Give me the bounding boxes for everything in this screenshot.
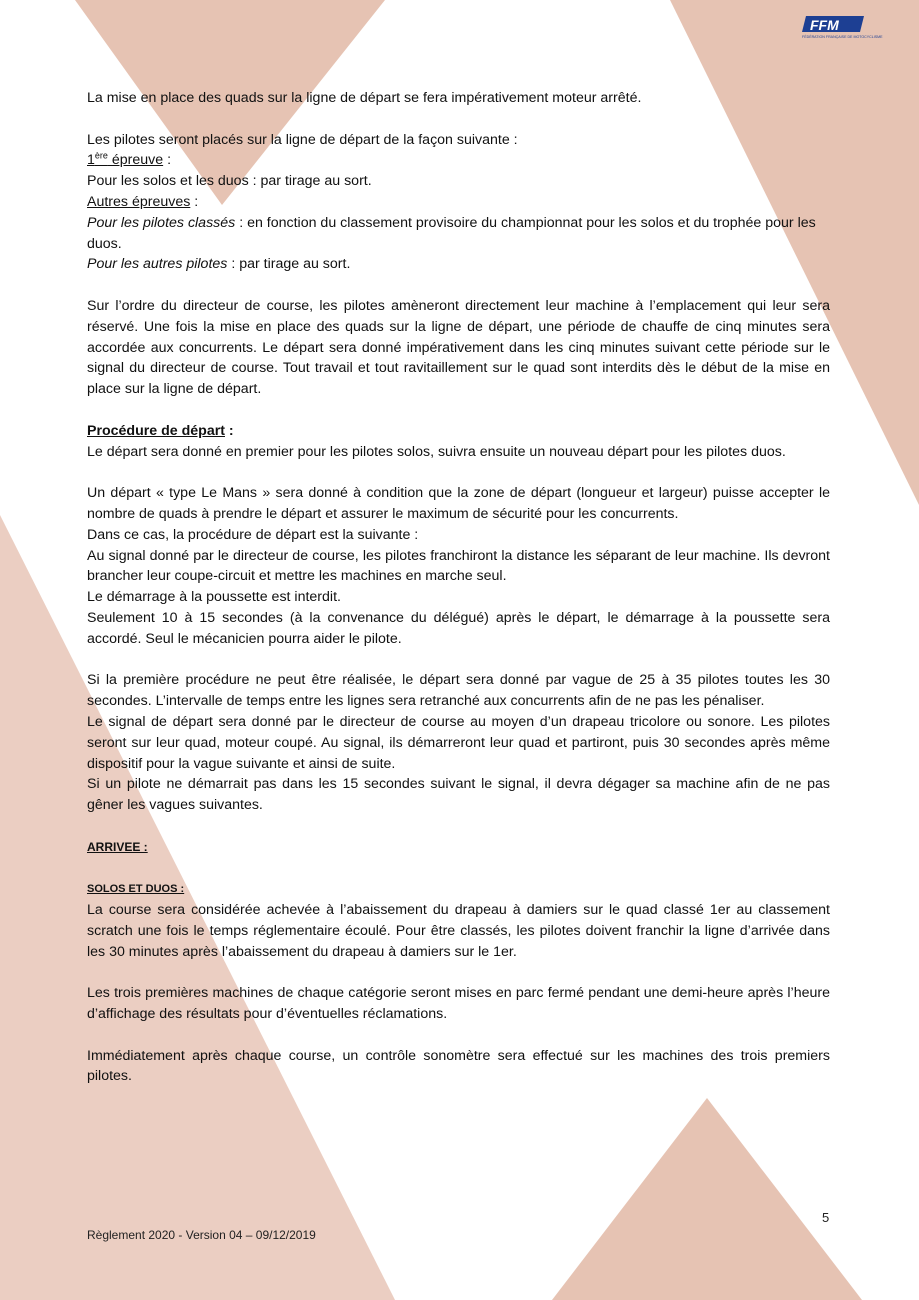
paragraph-placement-intro: Les pilotes seront placés sur la ligne de départ de la façon suivante : (87, 131, 518, 148)
paragraph-finish: La course sera considérée achevée à l’abaissement du drapeau à damiers sur le quad classé 1er au classement scratch une fois le temps réglementaire écoulé. Pour être classés, les pilotes doivent franchir la ligne d’arrivée dans les 30 minutes après l’abaissement du drapeau à damiers sur le 1er. (87, 902, 830, 960)
paragraph-quad-placement: La mise en place des quads sur la ligne de départ se fera impérativement moteur arrêté. (87, 90, 642, 106)
paragraph-race-director-order: Sur l’ordre du directeur de course, les pilotes amèneront directement leur machine à l’emplacement qui leur sera réservé. Une fois la mise en place des quads sur la ligne de départ, une période de chauffe de cinq minutes sera accordée aux concurrents. Le départ sera donné impérativement dans les cinq minutes suivant cette période sur le signal du directeur de course. Tout travail et tout ravitaillement sur le quad sont interdits dès le début de la mise en place sur la ligne de départ. (87, 297, 830, 398)
logo-subtext: FÉDÉRATION FRANÇAISE DE MOTOCYCLISME (802, 35, 883, 39)
logo-text: FFM (810, 17, 839, 33)
bottom-right-triangle (552, 1098, 862, 1300)
paragraph-sound-check: Immédiatement après chaque course, un contrôle sonomètre sera effectué sur les machines des trois premiers pilotes. (87, 1047, 830, 1085)
footer-version: Règlement 2020 - Version 04 – 09/12/2019 (87, 1228, 316, 1242)
first-event-heading: 1ère épreuve : (87, 150, 172, 169)
first-event-label: 1ère épreuve (87, 150, 164, 169)
ffm-logo-icon (798, 14, 883, 40)
other-events-label: Autres épreuves (87, 193, 191, 210)
paragraph-le-mans-start: Un départ « type Le Mans » sera donné à condition que la zone de départ (longueur et largeur) puisse accepter le nombre de quads à prendre le départ et assurer le maximum de sécurité pour les concurrents. (87, 485, 830, 522)
other-pilots-text: Pour les autres pilotes : par tirage au sort. (87, 256, 351, 273)
paragraph-parc-ferme: Les trois premières machines de chaque catégorie seront mises en parc fermé pendant une demi-heure après l’heure d’affichage des résultats pour d’éventuelles réclamations. (87, 985, 830, 1023)
paragraph-wave-start: Si la première procédure ne peut être réalisée, le départ sera donné par vague de 25 à 35 pilotes toutes les 30 secondes. L’intervalle de temps entre les lignes sera retranché aux concurrents afin de ne pas les pénaliser. (87, 672, 830, 710)
procedure-heading: Procédure de départ : (87, 422, 234, 439)
paragraph-push-start-forbidden: Le démarrage à la poussette est interdit. (87, 589, 341, 606)
solos-duos-heading: SOLOS ET DUOS : (87, 883, 185, 896)
arrivee-heading: ARRIVEE : (87, 839, 148, 854)
first-event-text: Pour les solos et les duos : par tirage au sort. (87, 173, 372, 190)
paragraph-signal: Au signal donné par le directeur de course, les pilotes franchiront la distance les séparant de leur machine. Ils devront brancher leur coupe-circuit et mettre les machines en marche seul. (87, 547, 830, 585)
other-events-heading: Autres épreuves : (87, 193, 199, 210)
classed-pilots-text: Pour les pilotes classés : en fonction du classement provisoire du championnat pour les solos et du trophée pour les duos. (87, 214, 816, 252)
paragraph-push-start-allowed: Seulement 10 à 15 secondes (à la convenance du délégué) après le départ, le démarrage à la poussette sera accordé. Seul le mécanicien pourra aider le pilote. (87, 609, 830, 647)
paragraph-procedure-intro: Dans ce cas, la procédure de départ est la suivante : (87, 526, 419, 543)
page-number: 5 (822, 1210, 830, 1225)
paragraph-start-signal: Le signal de départ sera donné par le directeur de course au moyen d’un drapeau tricolore ou sonore. Les pilotes seront sur leur quad, moteur coupé. Au signal, ils démarreront leur quad et partiront, puis 30 secondes après même dispositif pour la vague suivante et ainsi de suite. (87, 713, 830, 772)
document-body (87, 88, 830, 1087)
paragraph-solo-duo-start: Le départ sera donné en premier pour les pilotes solos, suivra ensuite un nouveau départ pour les pilotes duos. (87, 443, 786, 460)
paragraph-stalled-pilot: Si un pilote ne démarrait pas dans les 15 secondes suivant le signal, il devra dégager sa machine afin de ne pas gêner les vagues suivantes. (87, 776, 830, 814)
